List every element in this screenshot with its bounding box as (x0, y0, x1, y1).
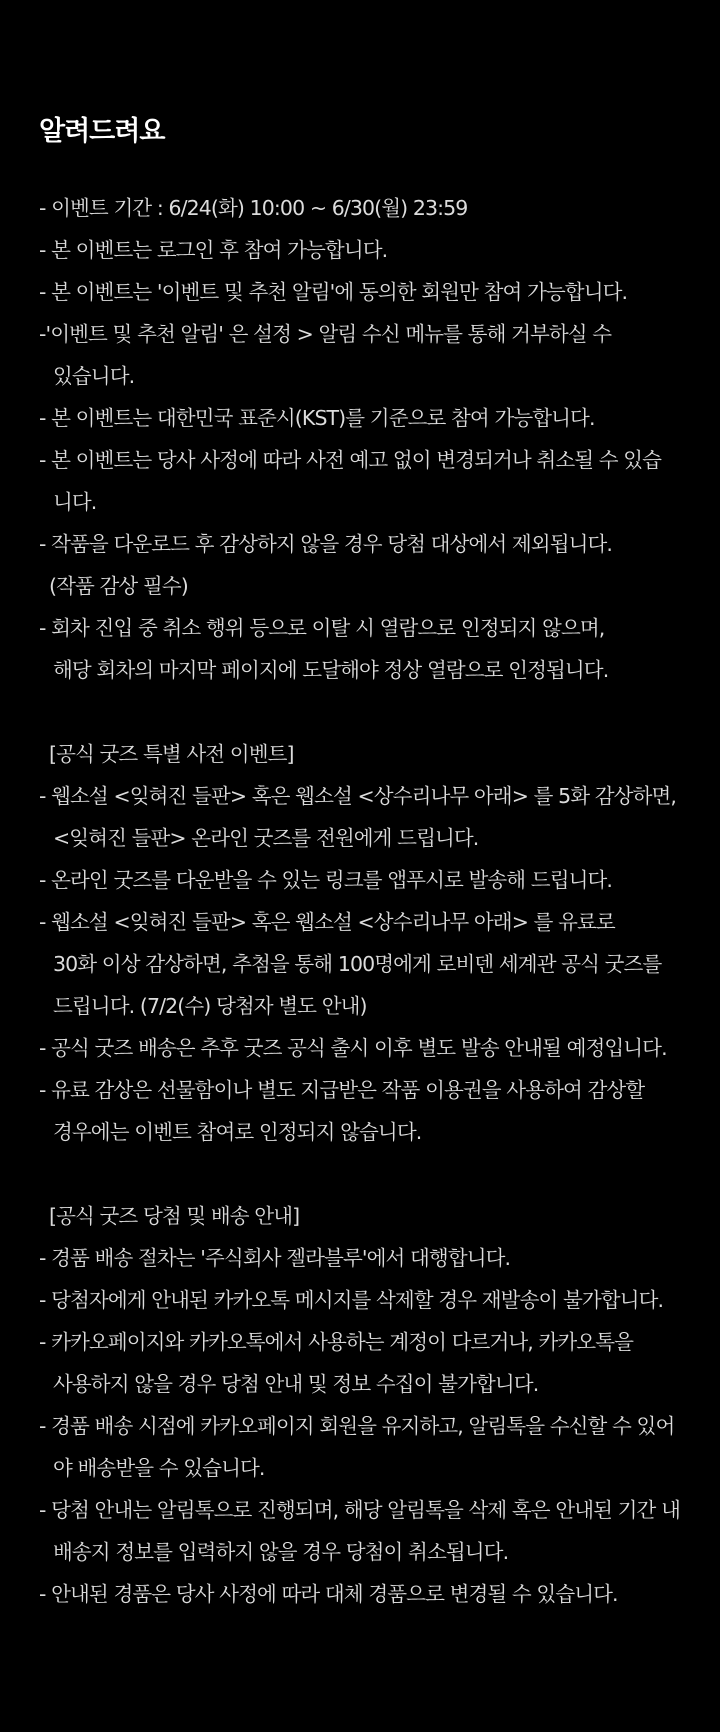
notice-line: - 본 이벤트는 대한민국 표준시(KST)를 기준으로 참여 가능합니다. (39, 406, 595, 430)
notice-line: - 웹소설 <잊혀진 들판> 혹은 웹소설 <상수리나무 아래> 를 5화 감상하면, (39, 784, 677, 808)
notice-line: - 본 이벤트는 당사 사정에 따라 사전 예고 없이 변경되거나 취소될 수 있습 (39, 448, 662, 472)
notice-line-continued: 해당 회차의 마지막 페이지에 도달해야 정상 열람으로 인정됩니다. (53, 658, 609, 682)
section-gap (39, 691, 689, 733)
notice-line-continued: 사용하지 않을 경우 당첨 안내 및 정보 수집이 불가합니다. (53, 1372, 539, 1396)
notice-line-continued: <잊혀진 들판> 온라인 굿즈를 전원에게 드립니다. (53, 826, 479, 850)
notice-line-continued: (작품 감상 필수) (49, 574, 188, 598)
section-gap (39, 1153, 689, 1195)
notice-line-continued: 배송지 정보를 입력하지 않을 경우 당첨이 취소됩니다. (53, 1540, 509, 1564)
notice-title: 알려드려요 (39, 116, 165, 147)
notice-line: - 경품 배송 절차는 '주식회사 젤라블루'에서 대행합니다. (39, 1246, 511, 1270)
notice-line-continued: 야 배송받을 수 있습니다. (53, 1456, 265, 1480)
notice-line: - 경품 배송 시점에 카카오페이지 회원을 유지하고, 알림톡을 수신할 수 있어 (39, 1414, 675, 1438)
notice-line-continued: 30화 이상 감상하면, 추첨을 통해 100명에게 로비덴 세계관 공식 굿즈를 (53, 952, 662, 976)
notice-section (39, 112, 689, 1615)
notice-line: - 당첨 안내는 알림톡으로 진행되며, 해당 알림톡을 삭제 혹은 안내된 기간 내 (39, 1498, 680, 1522)
notice-lines (39, 187, 689, 1615)
notice-line-continued: 드립니다. (7/2(수) 당첨자 별도 안내) (53, 994, 367, 1018)
section-heading-delivery: [공식 굿즈 당첨 및 배송 안내] (49, 1204, 300, 1228)
notice-line: - 본 이벤트는 '이벤트 및 추천 알림'에 동의한 회원만 참여 가능합니다. (39, 280, 628, 304)
notice-line-continued: 경우에는 이벤트 참여로 인정되지 않습니다. (53, 1120, 422, 1144)
notice-line: - 작품을 다운로드 후 감상하지 않을 경우 당첨 대상에서 제외됩니다. (39, 532, 613, 556)
notice-line: - 회차 진입 중 취소 행위 등으로 이탈 시 열람으로 인정되지 않으며, (39, 616, 605, 640)
notice-line: - 공식 굿즈 배송은 추후 굿즈 공식 출시 이후 별도 발송 안내될 예정입니다. (39, 1036, 667, 1060)
notice-line: - 당첨자에게 안내된 카카오톡 메시지를 삭제할 경우 재발송이 불가합니다. (39, 1288, 664, 1312)
notice-line: - 안내된 경품은 당사 사정에 따라 대체 경품으로 변경될 수 있습니다. (39, 1582, 618, 1606)
notice-line: -'이벤트 및 추천 알림' 은 설정 > 알림 수신 메뉴를 통해 거부하실 수 (39, 322, 612, 346)
notice-line: - 웹소설 <잊혀진 들판> 혹은 웹소설 <상수리나무 아래> 를 유료로 (39, 910, 615, 934)
notice-line: - 카카오페이지와 카카오톡에서 사용하는 계정이 다르거나, 카카오톡을 (39, 1330, 633, 1354)
notice-line-continued: 있습니다. (53, 364, 135, 388)
notice-line: - 유료 감상은 선물함이나 별도 지급받은 작품 이용권을 사용하여 감상할 (39, 1078, 645, 1102)
notice-line: - 온라인 굿즈를 다운받을 수 있는 링크를 앱푸시로 발송해 드립니다. (39, 868, 613, 892)
section-heading-preevent: [공식 굿즈 특별 사전 이벤트] (49, 742, 294, 766)
notice-line: - 본 이벤트는 로그인 후 참여 가능합니다. (39, 238, 388, 262)
notice-line: - 이벤트 기간 : 6/24(화) 10:00 ~ 6/30(월) 23:59 (39, 196, 468, 220)
notice-line-continued: 니다. (53, 490, 97, 514)
